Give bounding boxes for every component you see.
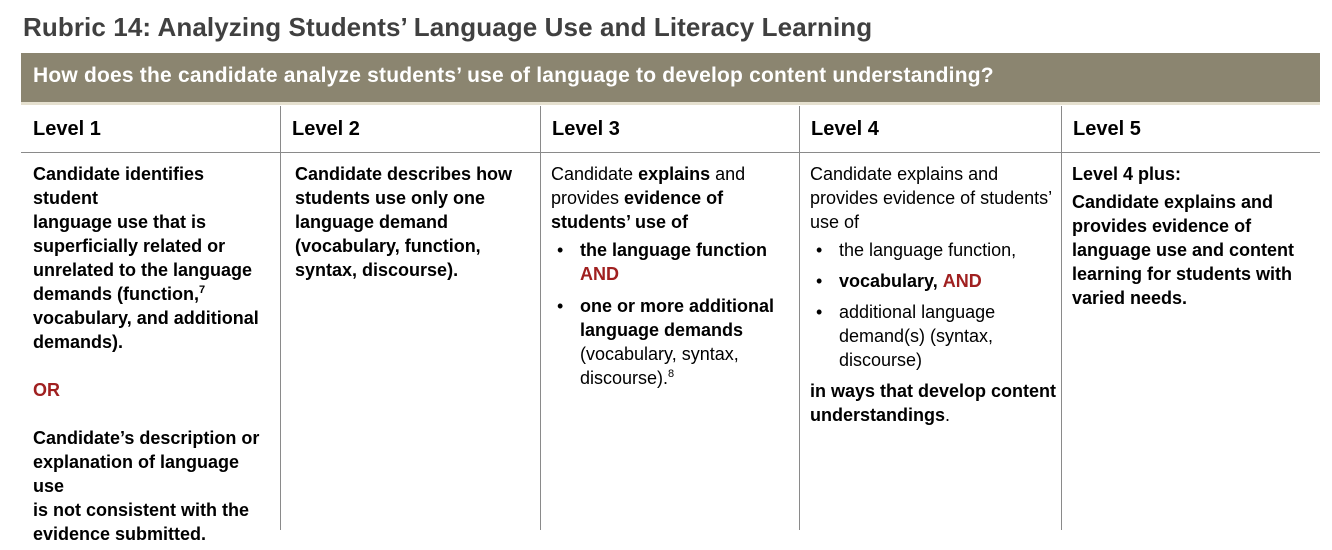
descriptor-line: vocabulary, and additional	[33, 308, 259, 328]
descriptor-text: Candidate	[551, 164, 639, 184]
list-item	[551, 294, 796, 390]
bullet-line: one or more additional	[580, 296, 775, 316]
level-4-header: Level 4	[811, 118, 879, 140]
guiding-question: How does the candidate analyze students’ use of language to develop content understanding?	[33, 64, 994, 87]
level-5-header: Level 5	[1073, 118, 1141, 140]
bullet-line	[839, 269, 1058, 293]
descriptor-line: Level 4 plus:	[1072, 164, 1182, 184]
and-connector: AND	[942, 271, 982, 291]
descriptor-text: .	[945, 405, 951, 425]
descriptor-line: language use that is	[33, 212, 207, 232]
bullet-line: demand(s) (syntax,	[839, 326, 994, 346]
column-divider	[799, 106, 800, 530]
rubric-table	[21, 106, 1320, 544]
descriptor-line	[33, 282, 273, 306]
level-3-descriptor	[551, 162, 796, 397]
descriptor-line: evidence submitted.	[33, 524, 207, 544]
bullet-icon: •	[557, 296, 564, 316]
descriptor-line: provides evidence of students’	[810, 188, 1053, 208]
descriptor-line: is not consistent with the	[33, 500, 250, 520]
descriptor-line	[810, 403, 1058, 427]
descriptor-line: provides evidence of	[1072, 216, 1252, 236]
level-5-descriptor	[1072, 162, 1312, 310]
list-item	[551, 238, 796, 286]
bullet-line: additional language	[839, 302, 996, 322]
bullet-line: language demands	[580, 320, 744, 340]
page-title: Rubric 14: Analyzing Students’ Language Use and Literacy Learning	[23, 12, 873, 42]
bullet-list	[551, 238, 796, 390]
descriptor-line: demands).	[33, 332, 124, 352]
descriptor-text: demands (function,	[33, 284, 199, 304]
descriptor-line: learning for students with	[1072, 264, 1293, 284]
bullet-line: the language function	[580, 240, 767, 260]
level-1-header: Level 1	[33, 118, 101, 140]
descriptor-line: varied needs.	[1072, 288, 1188, 308]
list-item	[810, 269, 1058, 293]
descriptor-line: language demand	[295, 212, 449, 232]
bullet-icon: •	[557, 240, 564, 260]
list-item	[810, 300, 1058, 372]
bullet-line: (vocabulary, syntax,	[580, 344, 739, 364]
descriptor-text: and	[710, 164, 746, 184]
descriptor-line: Candidate explains and	[810, 164, 999, 184]
descriptor-emphasis: vocabulary,	[839, 271, 938, 291]
column-divider	[1061, 106, 1062, 530]
bullet-icon: •	[816, 271, 823, 291]
level-1-descriptor	[33, 162, 273, 546]
bullet-line: the language function,	[839, 240, 1017, 260]
bullet-icon: •	[816, 302, 823, 322]
and-connector: AND	[580, 264, 619, 284]
bullet-icon: •	[816, 240, 823, 260]
column-divider	[280, 106, 281, 530]
descriptor-line: language use and content	[1072, 240, 1295, 260]
descriptor-line: students use only one	[295, 188, 486, 208]
bullet-list	[810, 238, 1058, 372]
descriptor-line: Candidate explains and	[1072, 192, 1274, 212]
descriptor-line: use of	[810, 212, 860, 232]
list-item	[810, 238, 1058, 262]
descriptor-text: discourse).	[580, 368, 669, 388]
descriptor-emphasis: understandings	[810, 405, 946, 425]
header-rule	[21, 152, 1320, 153]
descriptor-line: (vocabulary, function,	[295, 236, 481, 256]
column-divider	[540, 106, 541, 530]
descriptor-line: superficially related or	[33, 236, 226, 256]
descriptor-line: Candidate identifies student	[33, 164, 205, 208]
descriptor-emphasis: explains	[638, 164, 711, 184]
bullet-line	[580, 366, 796, 390]
or-connector: OR	[33, 380, 60, 400]
guiding-question-bar	[21, 53, 1320, 105]
descriptor-line: unrelated to the language	[33, 260, 253, 280]
bullet-line: discourse)	[839, 350, 923, 370]
descriptor-line: in ways that develop content	[810, 381, 1057, 401]
footnote-marker: 8	[668, 368, 675, 380]
level-4-descriptor	[810, 162, 1058, 427]
descriptor-line: Candidate describes how	[295, 164, 513, 184]
descriptor-text: provides	[551, 188, 625, 208]
footnote-marker: 7	[199, 284, 206, 296]
descriptor-emphasis: evidence of	[624, 188, 724, 208]
descriptor-line: syntax, discourse).	[295, 260, 459, 280]
level-3-header: Level 3	[552, 118, 620, 140]
level-2-descriptor	[295, 162, 535, 282]
descriptor-line: Candidate’s description or	[33, 428, 260, 448]
descriptor-line	[551, 162, 796, 186]
descriptor-line: explanation of language use	[33, 452, 240, 496]
level-2-header: Level 2	[292, 118, 360, 140]
descriptor-line: students’ use of	[551, 212, 689, 232]
descriptor-line	[551, 186, 796, 210]
